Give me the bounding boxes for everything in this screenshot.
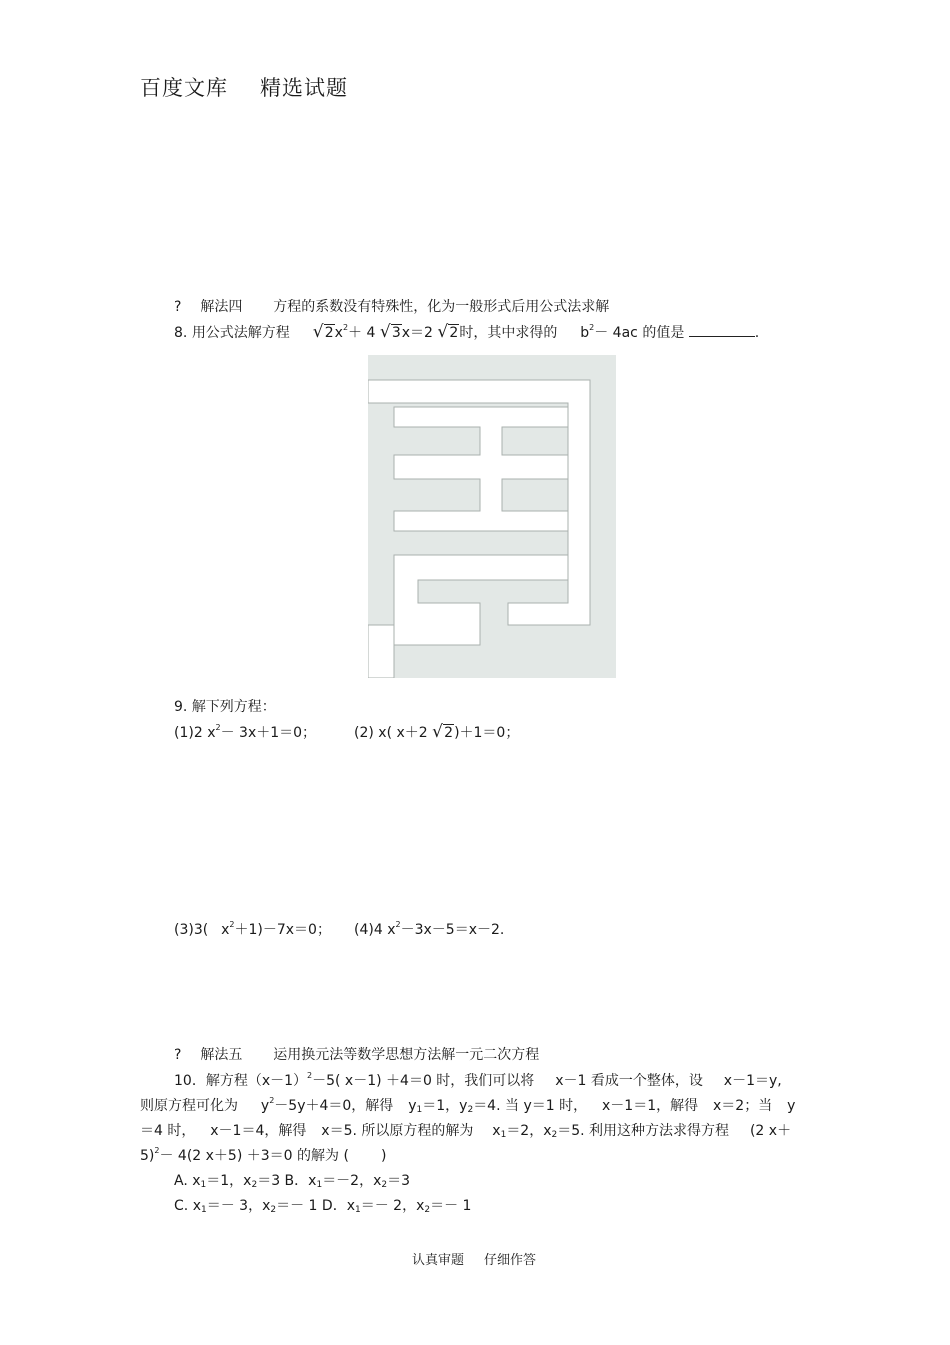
method4-text: 方程的系数没有特殊性，化为一般形式后用公式法求解 [273,299,610,315]
q8-prefix: 用公式法解方程 [191,325,290,341]
q9-part-3: (3)3( $x^2+1)-7x=0$； [174,920,331,938]
q9-part-4: (4)4 $x^2-3x-5=x-2$. [354,920,505,938]
option-a-label: A. [174,1173,188,1189]
q10-line-1: 10．解方程$(x-1)^2-5$( x－1) ＋4＝0 时，我们可以将 x－1 看成一个整体，设 x－1＝y, [174,1071,782,1089]
q9-number: 9. [174,699,188,715]
q10-line-4: 5)$^2$－ 4(2 x＋5) ＋3＝0 的解为 ( ) [140,1146,387,1164]
option-c-label: C. [174,1198,189,1214]
question-9-title: 9. 解下列方程： [174,699,276,715]
method5-text: 运用换元法等数学思想方法解一元二次方程 [273,1047,540,1063]
method5-label: 解法五 [200,1047,243,1063]
q10-options-cd: C. x1＝－ 3，x2＝－ 1 D．x1＝－ 2，x2＝－ 1 [174,1198,472,1215]
header-subtitle: 精选试题 [260,76,348,100]
sqrt-symbol: √ 2 [437,325,459,341]
method5-bullet: ? [174,1047,182,1063]
q8-number: 8. [174,325,188,341]
method5-heading [174,1044,539,1064]
sqrt-symbol: √ 2 [432,725,454,741]
header-brand: 百度文库 [140,76,228,100]
q9-part-2: (2) x( x＋2 √ 2)＋1＝0； [354,722,519,742]
page-footer: 认真审题 仔细作答 [412,1253,537,1268]
sqrt-symbol: √ 2 [313,325,335,341]
answer-blank [689,324,755,337]
q10-line-2: 则原方程可化为 $y^2-5y+4=0$，解得 y1＝1，y2＝4. 当 y＝1 时， x－1＝1，解得 x＝2；当 y [140,1096,796,1115]
method4-bullet: ? [174,299,182,315]
question-8: 8. 用公式法解方程 √ $2x^2+ 4$ √ 3x＝2 √ 2时，其中求得的 $b^2- 4ac$ 的值是 . [174,322,759,342]
q10-options-ab: A. x1＝1，x2＝3 B．x1＝－2，x2＝3 [174,1173,411,1190]
maze-watermark-image [368,355,616,678]
method4-label: 解法四 [200,299,243,315]
q10-line-3: ＝4 时， x－1＝4，解得 x＝5. 所以原方程的解为 x1＝2，x2＝5. 利用这种方法求得方程 (2 x＋ [140,1123,792,1140]
page-header [140,72,348,102]
q9-part-1: (1)2 $x^2- 3x+1=0$； [174,723,317,741]
method4-heading [174,296,609,316]
sqrt-symbol: √ 3 [380,325,402,341]
